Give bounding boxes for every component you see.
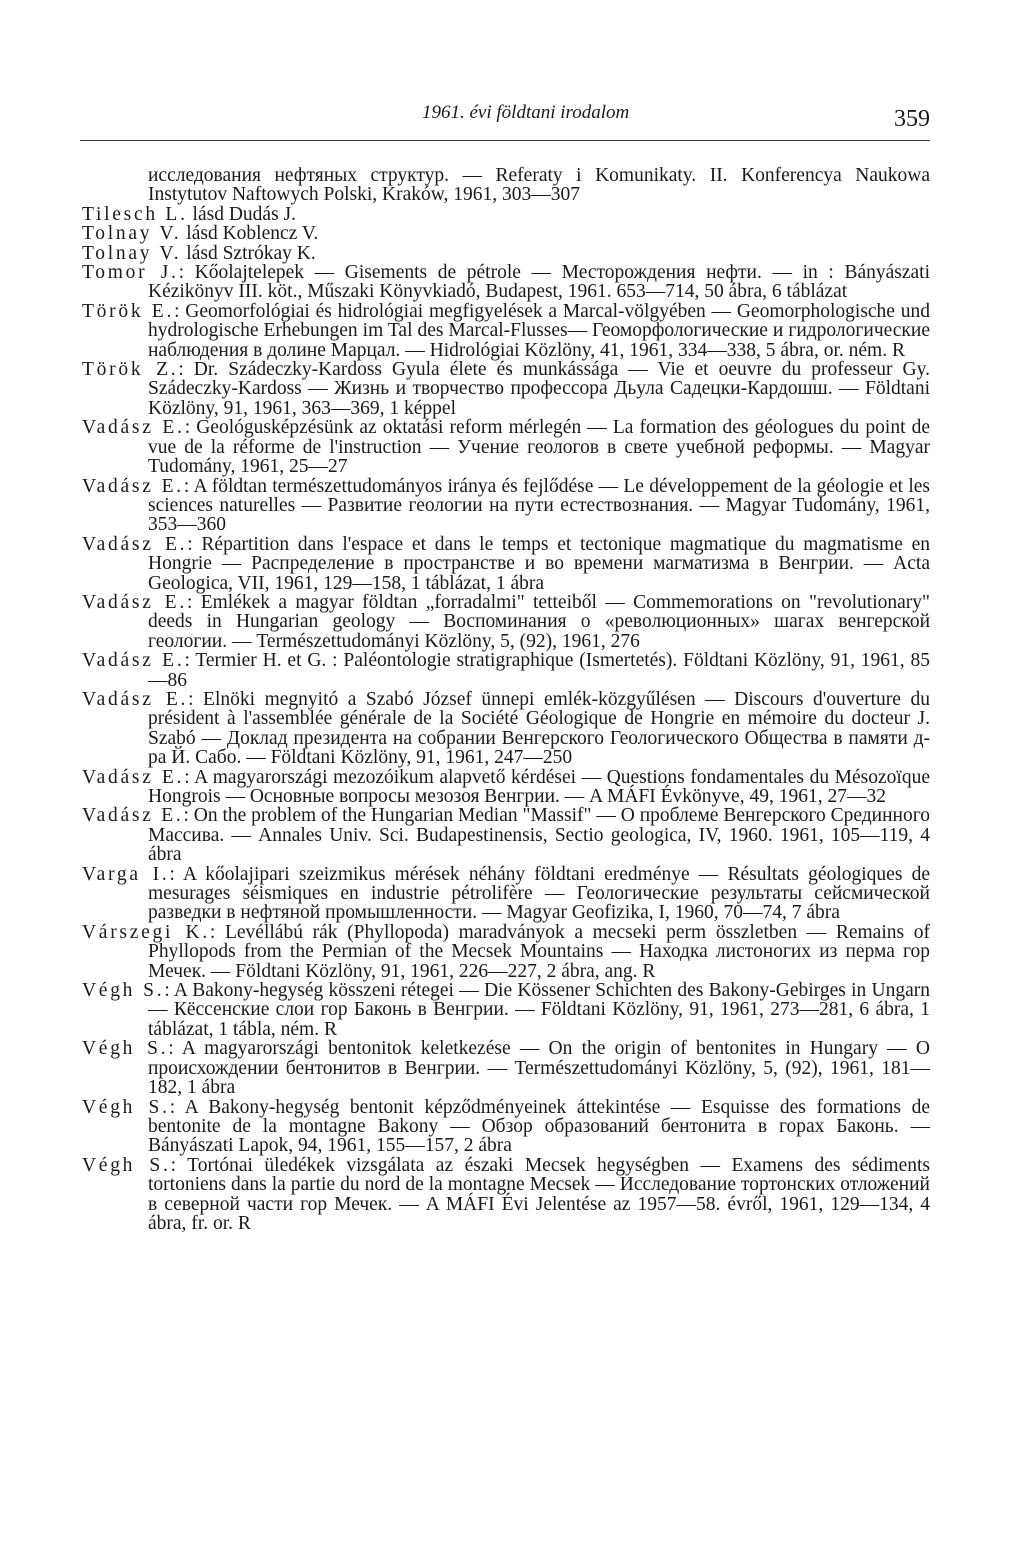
header-rule xyxy=(80,140,930,141)
bibliography-entry xyxy=(82,360,930,418)
entry-author: Vadász E. xyxy=(82,805,184,827)
entry-text: lásd Dudás J. xyxy=(187,203,296,225)
entry-author: Tolnay V. xyxy=(82,242,182,264)
bibliography-entry xyxy=(82,1098,930,1156)
entry-text: : Répartition dans l'espace et dans le temps et tectonique magmatique du magmatisme en Hongrie — Распределение в пространстве и во времени магматизма в Венгрии. — Acta Geologica, VII, 1961, 129—158, 1 táblázat, 1 ábra xyxy=(148,533,930,594)
entry-text: : Dr. Szádeczky-Kardoss Gyula élete és munkássága — Vie et oeuvre du professeur Gy. Szádeczky-Kardoss — Жизнь и творчество профессора Дьула Садецки-Кардошш. — Földtani Közlöny, 91, 1961, 363—369, 1 képpel xyxy=(148,359,930,419)
bibliography-entry xyxy=(82,865,930,923)
entry-text: : A kőolajipari szeizmikus mérések néhány földtani eredménye — Résultats géologiques de mesurages séismiques en industrie pétrolifère — Геологические результаты сейсмической разведки в нефтяной промышленности. — Magyar Geofizika, I, 1960, 70—74, 7 ábra xyxy=(148,863,930,924)
entry-author: Végh S. xyxy=(82,1154,171,1176)
entry-text: : Termier H. et G. : Paléontologie stratigraphique (Ismertetés). Földtani Közlöny, 91, 1961, 85—86 xyxy=(148,650,930,691)
entry-text: : A földtan természettudományos iránya és fejlődése — Le développement de la géologie et les sciences naturelles — Развитие геологии на пути естествознания. — Magyar Tudomány, 1961, 353—360 xyxy=(148,475,930,536)
entry-author: Vadász E. xyxy=(82,417,185,439)
entry-text: : Geológusképzésünk az oktatási reform mérlegén — La formation des géologues du point de vue de la réforme de l'instruction — Учение геологов в свете учебной реформы. — Magyar Tudomány, 1961, 25—27 xyxy=(148,417,930,478)
entry-text: : A magyarországi bentonitok keletkezése — On the origin of bentonites in Hungary — О происхождении бентонитов в Венгрии. — Természettudományi Közlöny, 5, (92), 1961, 181—182, 1 ábra xyxy=(148,1038,930,1099)
header-title: 1961. évi földtani irodalom xyxy=(422,102,630,123)
entry-text: : Elnöki megnyitó a Szabó József ünnepi emlék-közgyűlésen — Discours d'ouverture du président à l'assemblée générale de la Société Géologique de Hongrie en mémoire du docteur J. Szabó — Доклад президента на собрании Венгерского Геологического Общества в памяти д-ра Й. Сабо. — Földtani Közlöny, 91, 1961, 247—250 xyxy=(148,688,930,769)
bibliography-entry xyxy=(82,1156,930,1234)
bibliography-entry xyxy=(82,477,930,535)
entry-author: Vadász E. xyxy=(82,650,185,672)
entry-author: Vadász E. xyxy=(82,688,189,710)
bibliography-entry xyxy=(82,535,930,593)
bibliography-entry xyxy=(82,690,930,768)
entry-author: Várszegi K. xyxy=(82,921,210,943)
entry-text: : A Bakony-hegység kösszeni rétegei — Die Kössener Schichten des Bakony-Gebirges in Ungarn — Кёссенские слои гор Баконь в Венгрии. — Földtani Közlöny, 91, 1961, 273—281, 6 ábra, 1 táblázat, 1 tábla, ném. R xyxy=(148,980,930,1040)
entry-author: Török Z. xyxy=(82,359,179,381)
page-number: 359 xyxy=(894,106,930,132)
entry-author: Varga I. xyxy=(82,863,170,885)
bibliography-entry xyxy=(82,923,930,981)
entry-text: : A Bakony-hegység bentonit képződményeinek áttekintése — Esquisse des formations de bentonite de la montagne Bakony — Обзор образований бентонита в горах Баконь. — Bányászati Lapok, 94, 1961, 155—157, 2 ábra xyxy=(148,1096,930,1157)
entry-text: lásd Sztrókay K. xyxy=(181,242,316,264)
entry-author: Végh S. xyxy=(82,980,165,1002)
bibliography-entry xyxy=(82,651,930,690)
entry-author: Tilesch L. xyxy=(82,203,188,225)
bibliography-entry xyxy=(82,244,930,263)
bibliography-entry xyxy=(82,768,930,807)
bibliography-entry xyxy=(82,593,930,651)
bibliography-entry xyxy=(82,224,930,243)
entry-text: : Geomorfológiai és hidrológiai megfigyelések a Marcal-völgyében — Geomorphologische und hydrologische Erhebungen im Tal des Marcal-Flusses— Геоморфологические и гидрологические наблюдения в долине Марцал. — Hidrológiai Közlöny, 41, 1961, 334—338, 5 ábra, or. ném. R xyxy=(148,300,930,361)
bibliography-list xyxy=(82,166,930,1233)
entry-text: исследования нефтяных структур. — Referaty i Komunikaty. II. Konferencya Naukowa Instytutov Naftowych Polski, Kraków, 1961, 303—307 xyxy=(148,165,930,206)
entry-text: : Tortónai üledékek vizsgálata az északi Mecsek hegységben — Examens des sédiments tortoniens dans la partie du nord de la montagne Mecsek — Исследование тортонских отложений в северной части гор Мечек. — A MÁFI Évi Jelentése az 1957—58. évről, 1961, 129—134, 4 ábra, fr. or. R xyxy=(148,1154,930,1234)
entry-text: : A magyarországi mezozóikum alapvető kérdései — Questions fondamentales du Mésozoïque Hongrois — Основные вопросы мезозоя Венгрии. — A MÁFI Évkönyve, 49, 1961, 27—32 xyxy=(148,766,930,807)
bibliography-entry xyxy=(82,166,930,205)
bibliography-entry xyxy=(82,1039,930,1097)
entry-author: Török E. xyxy=(82,300,175,322)
entry-author: Tomor J. xyxy=(82,262,179,284)
bibliography-entry xyxy=(82,418,930,476)
entry-author: Végh S. xyxy=(82,1038,169,1060)
entry-author: Vadász E. xyxy=(82,766,185,788)
entry-text: : On the problem of the Hungarian Median "Massif" — О проблеме Венгерского Срединного Массива. — Annales Univ. Sci. Budapestinensis, Sectio geologica, IV, 1960. 1961, 105—119, 4 ábra xyxy=(148,805,930,866)
entry-author: Végh S. xyxy=(82,1096,170,1118)
running-header xyxy=(80,102,930,142)
entry-text: : Emlékek a magyar földtan „forradalmi" tetteiből — Commemorations on "revolutionary" deeds in Hungarian geology — Воспоминания о «революционных» шагах венгерской геологии. — Természettudományi Közlöny, 5, (92), 1961, 276 xyxy=(148,591,930,652)
bibliography-entry xyxy=(82,205,930,224)
bibliography-entry xyxy=(82,302,930,360)
entry-author: Tolnay V. xyxy=(82,223,182,245)
entry-author: Vadász E. xyxy=(82,591,187,613)
bibliography-entry xyxy=(82,981,930,1039)
entry-text: : Levéllábú rák (Phyllopoda) maradványok a mecseki perm összletben — Remains of Phyllopods from the Permian of the Mecsek Mountains — Находка листоногих из перма гор Мечек. — Földtani Közlöny, 91, 1961, 226—227, 2 ábra, ang. R xyxy=(148,921,930,982)
entry-author: Vadász E. xyxy=(82,533,188,555)
bibliography-entry xyxy=(82,263,930,302)
bibliography-entry xyxy=(82,806,930,864)
entry-author: Vadász E. xyxy=(82,475,184,497)
entry-text: lásd Koblencz V. xyxy=(181,223,319,245)
entry-text: : Kőolajtelepek — Gisements de pétrole — Месторождения нефти. — in : Bányászati Kézikönyv III. köt., Műszaki Könyvkiadó, Budapest, 1961. 653—714, 50 ábra, 6 táblázat xyxy=(148,262,930,303)
